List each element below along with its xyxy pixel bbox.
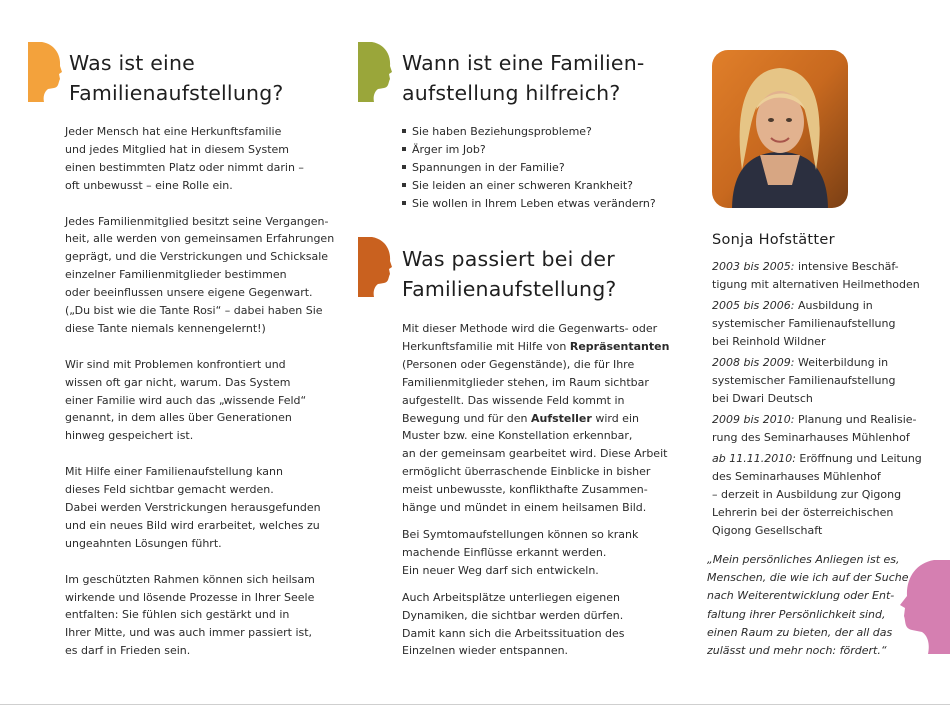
cv-entry: 2009 bis 2010: Planung und Realisie- rung des Seminarhauses Mühlenhof <box>712 413 917 444</box>
profile-name: Sonja Hofstätter <box>712 232 835 248</box>
cv-years: 2003 bis 2005: <box>712 260 795 273</box>
list-item: Ärger im Job? <box>402 141 656 159</box>
paragraph: Bei Symtomaufstellungen können so krank machende Einflüsse erkannt werden. Ein neuer Weg darf sich entwickeln. <box>402 527 639 577</box>
cv-years: 2008 bis 2009: <box>712 356 795 369</box>
list-item: Spannungen in der Familie? <box>402 159 656 177</box>
cv-entry: 2003 bis 2005: intensive Beschäf- tigung mit alternativen Heilmethoden <box>712 260 920 291</box>
bullet-icon <box>402 183 406 187</box>
bullet-icon <box>402 165 406 169</box>
paragraph: Mit dieser Methode wird die Gegenwarts- oder Herkunftsfamilie mit Hilfe von Repräsentanten (Personen oder Gegenstände), die für Ihre Familienmitglieder stehen, im Raum sichtbar aufgestellt. Das wissende Feld kommt in Bewegung und für den Aufsteller wird ein Muster bzw. eine Konstellation erkennbar, an der gemeinsam gearbeitet wird. Diese Arbeit ermöglicht überraschende Einblicke in bisher meist unbewusste, konflikthafte Zusammen- hänge und mündet in einem heilsamen Bild. <box>402 322 670 515</box>
paragraph: Jeder Mensch hat eine Herkunftsfamilie und jedes Mitglied hat in diesem System einen bestimmten Platz oder nimmt darin – oft unbewusst – eine Rolle ein. <box>65 125 304 192</box>
section2-title: Wann ist eine Familien- aufstellung hilfreich? <box>402 51 645 105</box>
section3-title: Was passiert bei der Familienaufstellung? <box>402 247 617 301</box>
list-item: Sie haben Beziehungsprobleme? <box>402 123 656 141</box>
section1-body <box>65 123 335 678</box>
section1-title: Was ist eine Familienaufstellung? <box>69 51 284 105</box>
cv-years: 2005 bis 2006: <box>712 299 795 312</box>
profile-cv <box>712 258 922 543</box>
portrait-photo <box>712 50 848 208</box>
cv-entry: 2008 bis 2009: Weiterbildung in systemischer Familienaufstellung bei Dwari Deutsch <box>712 356 896 405</box>
cv-entry: 2005 bis 2006: Ausbildung in systemischer Familienaufstellung bei Reinhold Wildner <box>712 299 896 348</box>
olive-head-profile-icon <box>358 42 392 102</box>
paragraph: Mit Hilfe einer Familienaufstellung kann dieses Feld sichtbar gemacht werden. Dabei werden Verstrickungen herausgefunden und ein neues Bild wird erarbeitet, welches zu ungeahnten Lösungen führt. <box>65 465 321 550</box>
bullet-icon <box>402 147 406 151</box>
profile-quote: „Mein persönliches Anliegen ist es, Menschen, die wie ich auf der Suche nach Weiterentwicklung oder Ent- faltung ihrer Persönlichkeit sind, einen Raum zu bieten, der all das zulässt und mehr noch: fördert.“ <box>707 553 909 658</box>
orange-head-profile-icon <box>28 42 62 102</box>
cv-entry: ab 11.11.2010: Eröffnung und Leitung des Seminarhauses Mühlenhof – derzeit in Ausbildung zur Qigong Lehrerin bei der österreichischen Qigong Gesellschaft <box>712 452 922 537</box>
cv-years: ab 11.11.2010: <box>712 452 796 465</box>
bottom-divider <box>0 704 950 705</box>
bullet-icon <box>402 129 406 133</box>
pink-head-profile-icon <box>900 560 950 654</box>
section3-body <box>402 320 682 669</box>
section2-bullet-list <box>402 123 656 213</box>
bullet-icon <box>402 201 406 205</box>
list-item: Sie leiden an einer schweren Krankheit? <box>402 177 656 195</box>
rust-head-profile-icon <box>358 237 392 297</box>
paragraph: Auch Arbeitsplätze unterliegen eigenen Dynamiken, die sichtbar werden dürfen. Damit kann sich die Arbeitssituation des Einzelnen wieder entspannen. <box>402 590 625 658</box>
paragraph: Jedes Familienmitglied besitzt seine Vergangen- heit, alle werden von gemeinsamen Erfahrungen geprägt, und die Verstrickungen und Schicksale einzelner Familienmitglieder bestimmen oder beeinflussen unsere eigene Gegenwart. („Du bist wie die Tante Rosi“ – dabei haben Sie diese Tante niemals kennengelernt!) <box>65 214 335 335</box>
paragraph: Wir sind mit Problemen konfrontiert und wissen oft gar nicht, warum. Das System einer Familie wird auch das „wissende Feld“ genannt, in dem alles über Generationen hinweg gespeichert ist. <box>65 357 307 443</box>
keyword-repraesentanten: Repräsentanten <box>569 339 670 353</box>
keyword-aufsteller: Aufsteller <box>531 411 592 425</box>
cv-years: 2009 bis 2010: <box>712 413 795 426</box>
list-item: Sie wollen in Ihrem Leben etwas verändern? <box>402 195 656 213</box>
paragraph: Im geschützten Rahmen können sich heilsam wirkende und lösende Prozesse in Ihrer Seele entfalten: Sie fühlen sich gestärkt und in Ihrer Mitte, und was auch immer passiert ist, es darf in Frieden sein. <box>65 572 315 658</box>
